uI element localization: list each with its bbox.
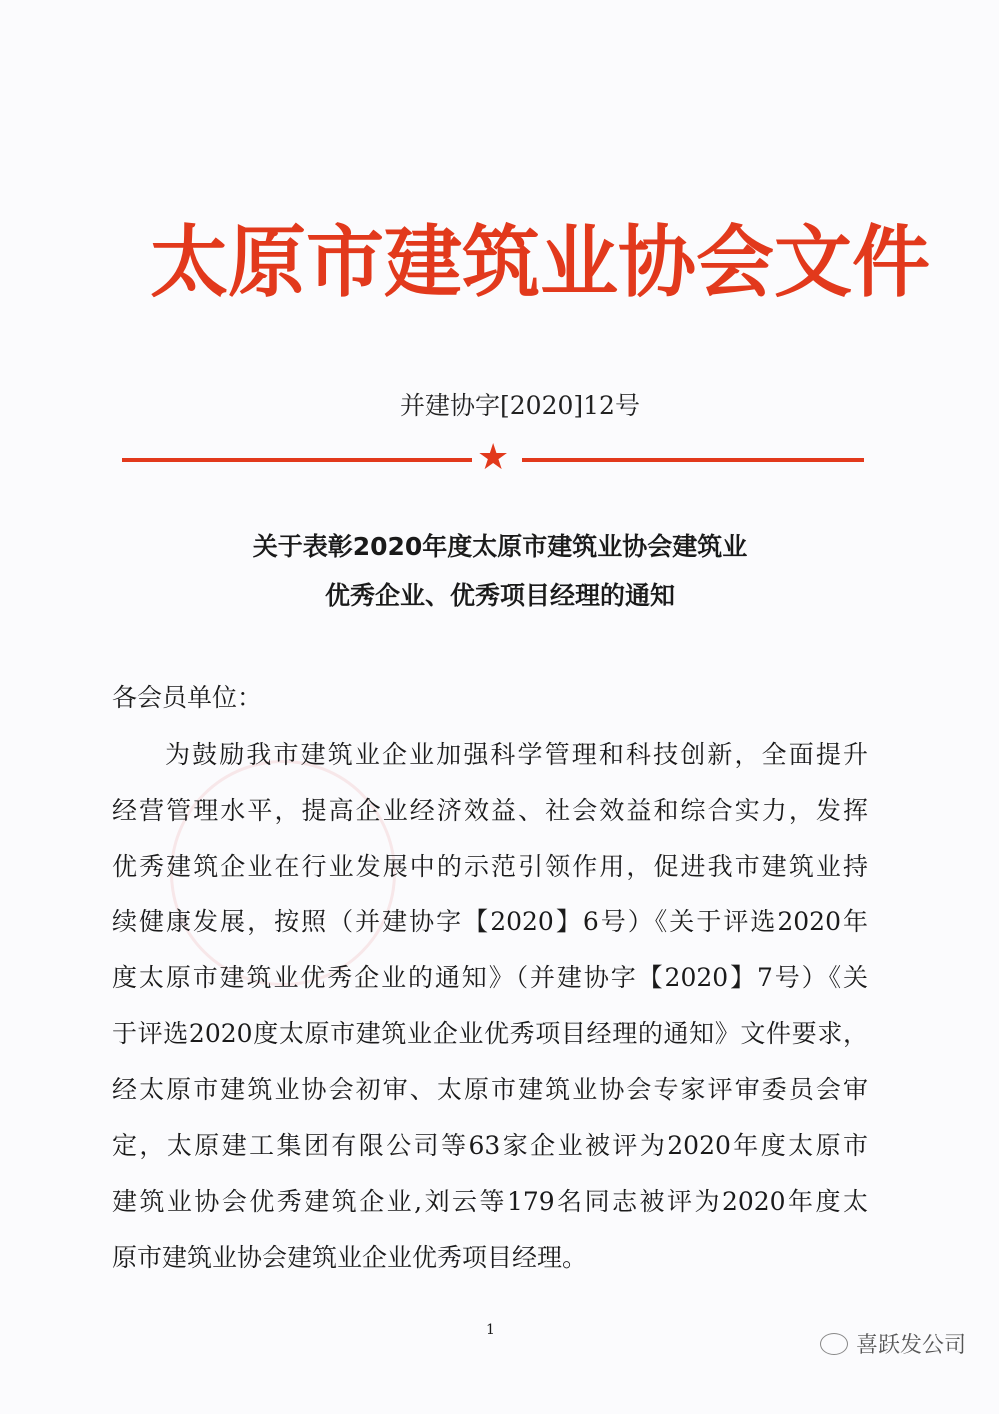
body-line: 定，太原建工集团有限公司等63家企业被评为2020年度太原市 <box>112 1131 868 1160</box>
body-line: 为鼓励我市建筑业企业加强科学管理和科技创新，全面提升 <box>165 740 868 769</box>
body-line: 续健康发展，按照（并建协字【2020】6号）《关于评选2020年 <box>112 907 868 936</box>
star-icon: ★ <box>477 437 510 478</box>
body-line: 建筑业协会优秀建筑企业,刘云等179名同志被评为2020年度太 <box>112 1187 868 1216</box>
page-number: 1 <box>486 1322 495 1338</box>
notice-title-line-2: 优秀企业、优秀项目经理的通知 <box>324 581 675 610</box>
document-header-title: 太原市建筑业协会文件 <box>150 218 931 308</box>
wechat-icon <box>820 1333 848 1355</box>
body-line: 于评选2020度太原市建筑业企业优秀项目经理的通知》文件要求， <box>112 1019 868 1048</box>
document-number: 并建协字[2020]12号 <box>400 391 640 420</box>
body-line: 度太原市建筑业优秀企业的通知》（并建协字【2020】7号）《关 <box>112 963 868 992</box>
body-line: 优秀建筑企业在行业发展中的示范引领作用，促进我市建筑业持 <box>112 852 868 881</box>
body-line: 原市建筑业协会建筑业企业优秀项目经理。 <box>112 1243 588 1272</box>
notice-title-line-1: 关于表彰2020年度太原市建筑业协会建筑业 <box>252 532 748 561</box>
red-divider-left <box>122 458 472 462</box>
red-divider-right <box>522 458 864 462</box>
body-line: 经太原市建筑业协会初审、太原市建筑业协会专家评审委员会审 <box>112 1075 868 1104</box>
watermark-text: 喜跃发公司 <box>856 1333 967 1358</box>
watermark <box>820 1328 966 1359</box>
salutation: 各会员单位： <box>112 683 263 712</box>
body-line: 经营管理水平，提高企业经济效益、社会效益和综合实力，发挥 <box>112 796 868 825</box>
